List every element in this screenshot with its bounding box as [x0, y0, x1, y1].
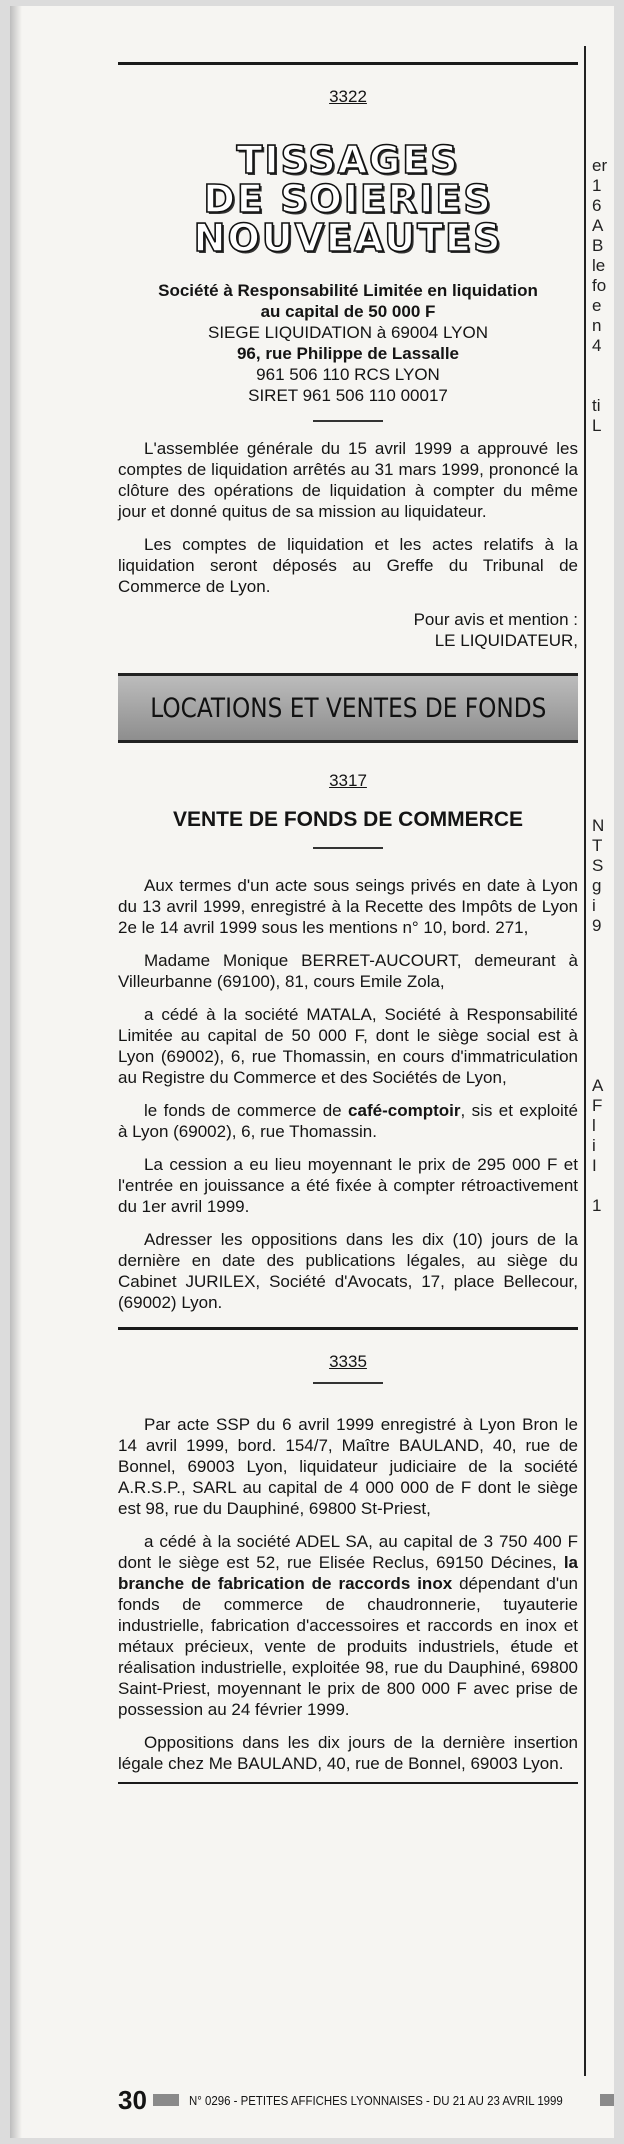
fragment-line: N	[592, 816, 605, 835]
column-divider	[584, 46, 586, 2076]
notice-paragraph: Madame Monique BERRET-AUCOURT, demeurant à Villeurbanne (69100), 81, cours Emile Zola,	[118, 951, 578, 991]
fragment-line	[592, 1836, 614, 1856]
fragment-line: S	[592, 856, 604, 875]
fragment-line	[592, 356, 614, 376]
fragment-line: fo	[592, 276, 607, 295]
footer-text: N° 0296 - PETITES AFFICHES LYONNAISES - DU 21 AU 23 AVRIL 1999	[189, 2092, 564, 2108]
text-run: a cédé à la société ADEL SA, au capital de 3 750 400 F dont le siège est 52, rue Elisée Reclus, 69150 Décines,	[118, 1532, 578, 1572]
fragment-line: 1	[592, 176, 602, 195]
fragment-line	[592, 676, 614, 696]
notice-paragraph: Aux termes d'un acte sous seings privés en date à Lyon du 13 avril 1999, enregistré à la Recette des Impôts de Lyon 2e le 14 avril 1999 sous les mentions n° 10, bord. 271,	[118, 876, 578, 937]
footer-bar-right	[600, 2094, 614, 2106]
fragment-line	[592, 1776, 614, 1796]
company-title-line-1: TISSAGES	[236, 138, 460, 182]
fragment-line	[592, 376, 614, 396]
fragment-line	[592, 1576, 614, 1596]
fragment-line: n	[592, 316, 602, 335]
company-address: 96, rue Philippe de Lassalle	[236, 344, 460, 363]
fragment-line	[592, 1216, 614, 1236]
text-run: dépendant d'un fonds de commerce de chaudronnerie, tuyauterie industrielle, fabrication d'accessoires et raccords en inox et métaux précieux, vente de produits industriels, étude et réalisation industrielle, exploitée 98, rue du Dauphiné, 69800 Saint-Priest, moyennant le prix de 800 000 F avec prise de possession au 24 février 1999.	[118, 1574, 578, 1719]
fragment-line	[592, 1256, 614, 1276]
fragment-line: F	[592, 1096, 603, 1115]
notice-paragraph	[118, 1100, 578, 1142]
fragment-line	[592, 1436, 614, 1456]
notice-paragraph: L'assemblée générale du 15 avril 1999 a approuvé les comptes de liquidation arrêtés au 31 mars 1999, prononcé la clôture des opérations de liquidation à compter du même jour et donné quitus de sa mission au liquidateur.	[118, 439, 578, 521]
fragment-line	[592, 936, 614, 956]
fragment-line	[592, 536, 614, 556]
fragment-line	[592, 1276, 614, 1296]
fragment-line	[592, 1616, 614, 1636]
adjacent-column-fragment	[592, 156, 614, 2136]
fragment-line	[592, 1316, 614, 1336]
fragment-line	[592, 1676, 614, 1696]
fragment-line: A	[592, 216, 604, 235]
fragment-line	[592, 1856, 614, 1876]
fragment-line	[592, 1896, 614, 1916]
fragment-line	[592, 1516, 614, 1536]
announcement-3317	[118, 771, 578, 1313]
footer-bar	[153, 2094, 179, 2106]
fragment-line	[592, 696, 614, 716]
notice-paragraph: Adresser les oppositions dans les dix (10) jours de la dernière en date des publications légales, au siège du Cabinet JURILEX, Société d'Avocats, 17, place Bellecour, (69002) Lyon.	[118, 1230, 578, 1312]
legal-notices-column	[118, 6, 578, 1784]
fragment-line	[592, 616, 614, 636]
fragment-line	[592, 1736, 614, 1756]
fragment-line: A	[592, 1076, 604, 1095]
fragment-line	[592, 1176, 614, 1196]
fragment-line	[592, 796, 614, 816]
text-run: , sis et exploité à Lyon (69002), 6, rue Thomassin.	[118, 1101, 578, 1141]
fragment-line: e	[592, 296, 602, 315]
fragment-line	[592, 716, 614, 736]
fragment-line	[592, 516, 614, 536]
fragment-line	[592, 1556, 614, 1576]
fragment-line	[592, 1956, 614, 1976]
company-form: Société à Responsabilité Limitée en liquidation	[158, 281, 538, 300]
fragment-line	[592, 1396, 614, 1416]
fragment-line: i	[592, 896, 596, 915]
fragment-line	[592, 1476, 614, 1496]
announcement-number: 3317	[329, 771, 367, 790]
fragment-line	[592, 1716, 614, 1736]
fragment-line: le	[592, 256, 606, 275]
notice-paragraph: Par acte SSP du 6 avril 1999 enregistré à Lyon Bron le 14 avril 1999, bord. 154/7, Maître BAULAND, 40, rue de Bonnel, 69003 Lyon, liquidateur judiciaire de la société A.R.S.P., SARL au capital de 4 000 000 de F dont le siège est 98, rue du Dauphiné, 69800 St-Priest,	[118, 1415, 578, 1518]
closing-signature: LE LIQUIDATEUR,	[434, 631, 578, 650]
fragment-line	[592, 1936, 614, 1956]
company-rcs: 961 506 110 RCS LYON	[256, 365, 440, 384]
company-capital: au capital de 50 000 F	[260, 302, 436, 321]
fragment-line	[592, 1536, 614, 1556]
fragment-line	[592, 756, 614, 776]
fragment-line	[592, 1596, 614, 1616]
fragment-line	[592, 1996, 614, 2016]
fragment-line	[592, 1416, 614, 1436]
notice-paragraph: Oppositions dans les dix jours de la dernière insertion légale chez Me BAULAND, 40, rue de Bonnel, 69003 Lyon.	[118, 1733, 578, 1773]
fragment-line	[592, 636, 614, 656]
fragment-line	[592, 1376, 614, 1396]
fragment-line: T	[592, 836, 603, 855]
fragment-line: er	[592, 156, 608, 175]
fragment-line	[592, 1756, 614, 1776]
announcement-3335	[118, 1352, 578, 1774]
page-footer	[118, 2082, 614, 2118]
fragment-line	[592, 2056, 614, 2076]
announcement-number: 3322	[329, 87, 367, 106]
branch-description: la branche de fabrication de raccords inox	[118, 1553, 578, 1593]
fragment-line	[592, 476, 614, 496]
company-siret: SIRET 961 506 110 00017	[248, 386, 448, 405]
fragment-line	[592, 2116, 614, 2136]
fragment-line	[592, 596, 614, 616]
fragment-line	[592, 1696, 614, 1716]
closing-mention: Pour avis et mention :	[413, 610, 578, 629]
text-run: le fonds de commerce de	[144, 1101, 349, 1120]
fragment-line	[592, 556, 614, 576]
company-title-line-3: NOUVEAUTES	[193, 216, 503, 260]
fragment-line	[592, 1636, 614, 1656]
fragment-line	[592, 1036, 614, 1056]
page-number: 30	[118, 2084, 147, 2115]
fragment-line: 1	[592, 1196, 602, 1215]
newspaper-page	[10, 6, 614, 2138]
notice-paragraph: La cession a eu lieu moyennant le prix de 295 000 F et l'entrée en jouissance a été fixée à compter rétroactivement du 1er avril 1999.	[118, 1155, 578, 1216]
fragment-line	[592, 1296, 614, 1316]
fragment-line	[592, 1236, 614, 1256]
fragment-line	[592, 576, 614, 596]
fonds-type: café-comptoir	[348, 1101, 461, 1120]
fragment-line	[592, 1796, 614, 1816]
announcement-3322	[118, 87, 578, 651]
notice-paragraph: a cédé à la société MATALA, Société à Responsabilité Limitée au capital de 50 000 F, dont le siège social est à Lyon (69002), 6, rue Thomassin, en cours d'immatriculation au Registre du Commerce et des Sociétés de Lyon,	[118, 1005, 578, 1087]
announcement-title: VENTE DE FONDS DE COMMERCE	[172, 808, 524, 831]
fragment-line	[592, 776, 614, 796]
fragment-line: 6	[592, 196, 602, 215]
fragment-line	[592, 976, 614, 996]
company-seat: SIEGE LIQUIDATION à 69004 LYON	[208, 323, 488, 342]
fragment-line: g	[592, 876, 602, 895]
fragment-line: l	[592, 1116, 596, 1135]
section-banner-title: LOCATIONS ET VENTES DE FONDS	[149, 692, 547, 724]
fragment-line	[592, 496, 614, 516]
fragment-line	[592, 956, 614, 976]
fragment-line	[592, 1976, 614, 1996]
fragment-line: I	[592, 1156, 597, 1175]
fragment-line	[592, 2016, 614, 2036]
fragment-line	[592, 456, 614, 476]
fragment-line	[592, 1456, 614, 1476]
fragment-line: 4	[592, 336, 602, 355]
fragment-line	[592, 1816, 614, 1836]
announcement-number: 3335	[329, 1352, 367, 1371]
notice-paragraph: Les comptes de liquidation et les actes relatifs à la liquidation seront déposés au Greffe du Tribunal de Commerce de Lyon.	[118, 535, 578, 596]
fragment-line: i	[592, 1136, 596, 1155]
fragment-line	[592, 436, 614, 456]
fragment-line	[592, 1336, 614, 1356]
fragment-line	[592, 1056, 614, 1076]
fragment-line: L	[592, 416, 602, 435]
fragment-line	[592, 656, 614, 676]
fragment-line	[592, 1916, 614, 1936]
company-title-line-2: DE SOIERIES	[203, 177, 493, 221]
fragment-line	[592, 996, 614, 1016]
fragment-line	[592, 2036, 614, 2056]
notice-paragraph	[118, 1531, 578, 1720]
section-banner	[118, 673, 578, 743]
fragment-line	[592, 1876, 614, 1896]
fragment-line	[592, 1656, 614, 1676]
fragment-line	[592, 1016, 614, 1036]
fragment-line: 9	[592, 916, 602, 935]
bottom-rule	[118, 1782, 578, 1784]
fragment-line	[592, 736, 614, 756]
fragment-line	[592, 1496, 614, 1516]
fragment-line	[592, 1356, 614, 1376]
fragment-line: ti	[592, 396, 601, 415]
fragment-line: B	[592, 236, 604, 255]
